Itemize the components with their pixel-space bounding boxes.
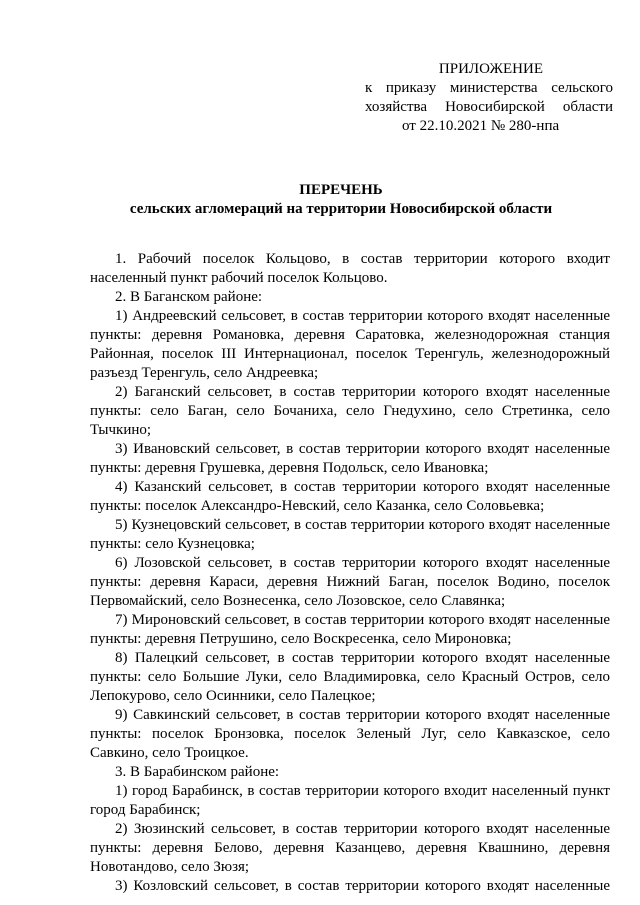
list-item: 2. В Баганском районе: bbox=[115, 289, 263, 305]
appendix-line-3: от 22.10.2021 № 280-нпа bbox=[402, 118, 560, 134]
appendix-title: ПРИЛОЖЕНИЕ bbox=[438, 61, 543, 77]
list-item: 4) Казанский сельсовет, в состав территории которого входят населенные пункты: поселок Александро-Невский, село Казанка, село Соловьевка; bbox=[90, 479, 610, 514]
list-item: 5) Кузнецовский сельсовет, в состав территории которого входят населенные пункты: село Кузнецовка; bbox=[90, 517, 610, 552]
appendix-block bbox=[365, 60, 613, 136]
document-subtitle: сельских агломераций на территории Новосибирской области bbox=[129, 201, 553, 217]
list-item: 2) Зюзинский сельсовет, в состав территории которого входят населенные пункты: деревня Белово, деревня Казанцево, деревня Квашнино, деревня Новотандово, село Зюзя; bbox=[90, 821, 610, 875]
list-item: 3) Козловский сельсовет, в состав территории которого входят населенные bbox=[115, 878, 610, 894]
list-item: 2) Баганский сельсовет, в состав территории которого входят населенные пункты: село Баган, село Бочаниха, село Гнедухино, село Стретинка, село Тычкино; bbox=[90, 384, 610, 438]
document-title-block bbox=[0, 181, 640, 219]
list-item: 7) Мироновский сельсовет, в состав территории которого входят населенные пункты: деревня Петрушино, село Воскресенка, село Мироновка; bbox=[90, 612, 610, 647]
list-item: 1) город Барабинск, в состав территории которого входит населенный пункт город Барабинск; bbox=[90, 783, 610, 818]
list-item: 9) Савкинский сельсовет, в состав территории которого входят населенные пункты: поселок Бронзовка, поселок Зеленый Луг, село Кавказское, село Савкино, село Троицкое. bbox=[90, 707, 610, 761]
list-item: 8) Палецкий сельсовет, в состав территории которого входят населенные пункты: село Большие Луки, село Владимировка, село Красный Остров, село Лепокурово, село Осинники, село Палецкое; bbox=[90, 650, 610, 704]
appendix-line-2: хозяйства Новосибирской области bbox=[365, 99, 613, 115]
list-item: 3. В Барабинском районе: bbox=[115, 764, 280, 780]
list-item: 3) Ивановский сельсовет, в состав территории которого входят населенные пункты: деревня Грушевка, деревня Подольск, село Ивановка; bbox=[90, 441, 610, 476]
agglomeration-list bbox=[90, 250, 610, 896]
list-item: 6) Лозовской сельсовет, в состав территории которого входят населенные пункты: деревня Караси, деревня Нижний Баган, поселок Водино, поселок Первомайский, село Вознесенка, село Лозовское, село Славянка; bbox=[90, 555, 610, 609]
appendix-line-1: к приказу министерства сельского bbox=[365, 80, 613, 96]
document-title: ПЕРЕЧЕНЬ bbox=[299, 182, 383, 198]
list-item: 1) Андреевский сельсовет, в состав территории которого входят населенные пункты: деревня Романовка, деревня Саратовка, железнодорожная станция Районная, поселок III Интернационал, поселок Теренгуль, железнодорожный разъезд Теренгуль, село Андреевка; bbox=[90, 308, 610, 381]
list-item: 1. Рабочий поселок Кольцово, в состав территории которого входит населенный пункт рабочий поселок Кольцово. bbox=[90, 251, 610, 286]
